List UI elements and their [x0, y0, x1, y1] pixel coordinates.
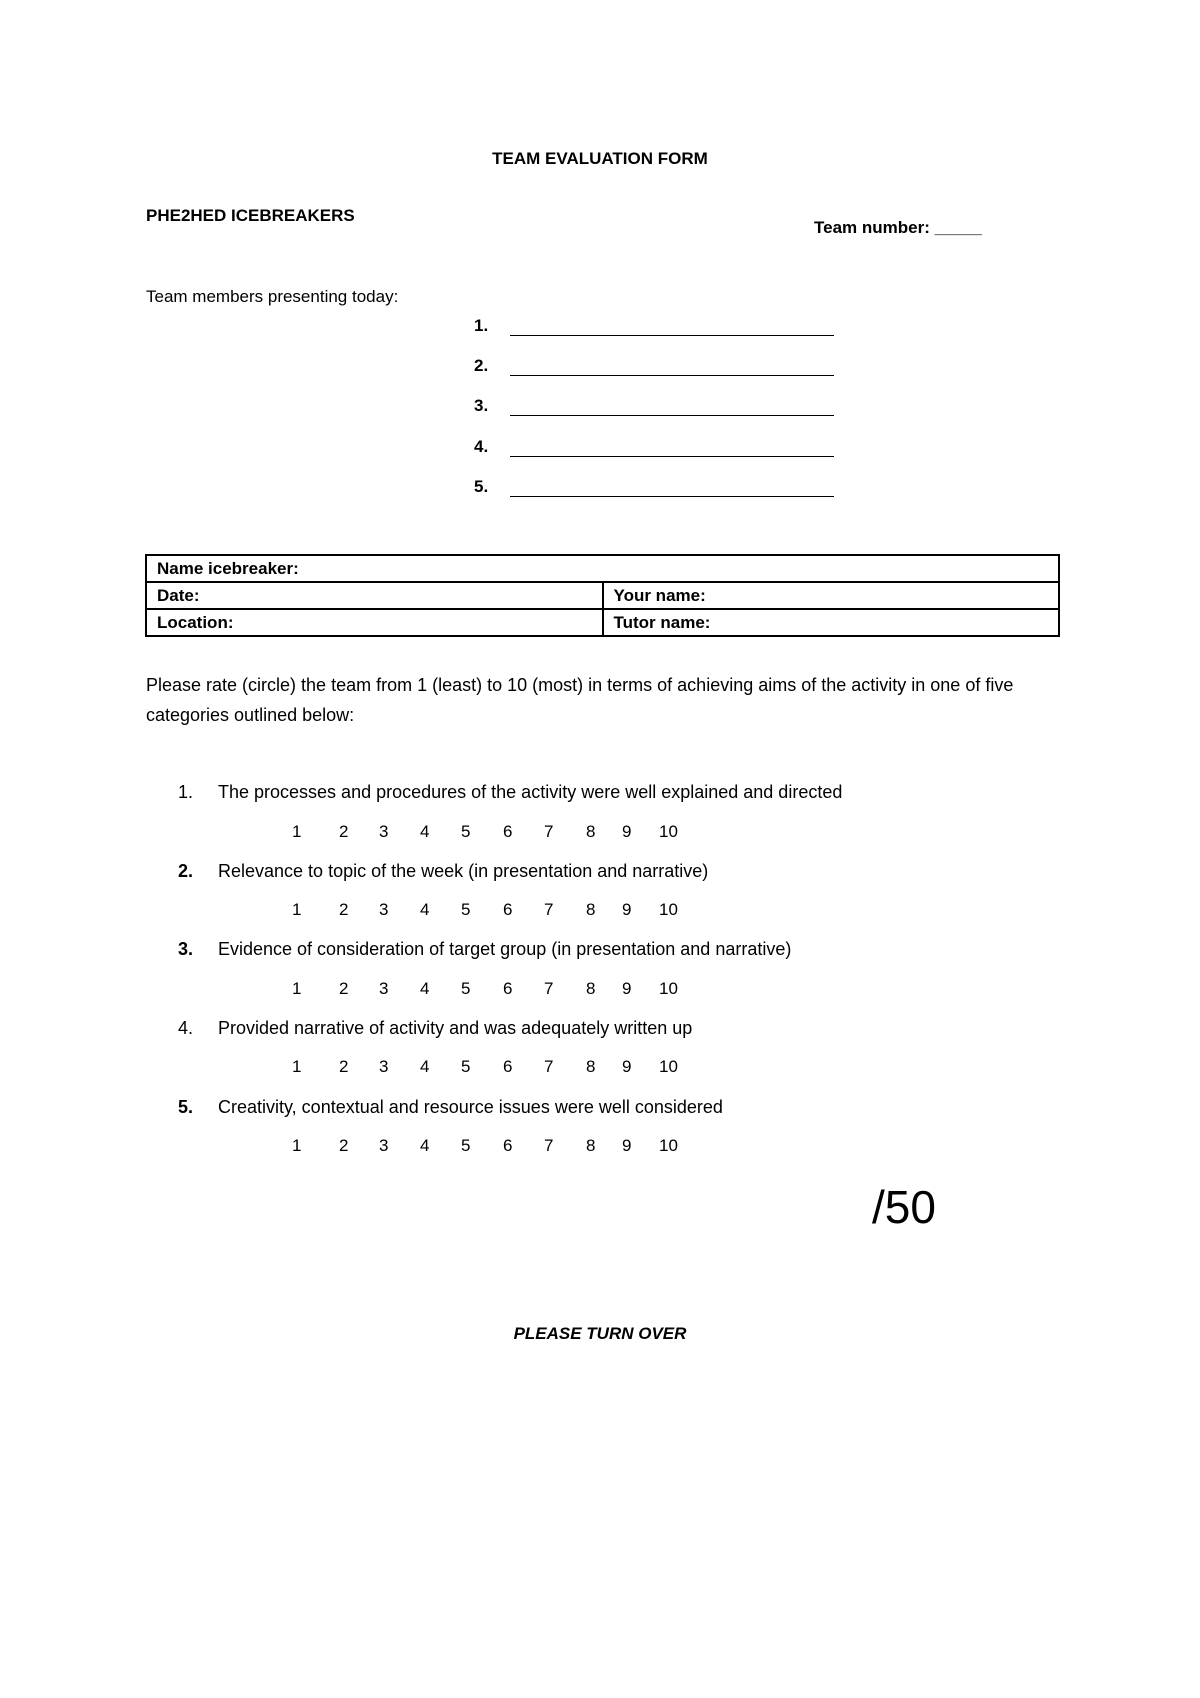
rating-option[interactable]: 10 [659, 1136, 678, 1155]
rating-option[interactable]: 5 [461, 900, 471, 919]
rating-option[interactable]: 4 [420, 822, 430, 841]
rating-option[interactable]: 4 [420, 1136, 430, 1155]
member-number: 2. [474, 356, 489, 375]
question-number: 1. [178, 782, 194, 802]
question-number: 4. [178, 1018, 194, 1038]
turn-over-note: PLEASE TURN OVER [513, 1324, 687, 1343]
rating-option[interactable]: 1 [292, 1057, 302, 1076]
rating-option[interactable]: 3 [379, 900, 389, 919]
member-blank[interactable] [510, 478, 834, 497]
rating-option[interactable]: 2 [339, 1136, 349, 1155]
rating-option[interactable]: 10 [659, 979, 678, 998]
question-2 [178, 861, 708, 882]
question-3 [178, 939, 791, 960]
rating-option[interactable]: 8 [586, 979, 596, 998]
rating-option[interactable]: 3 [379, 822, 389, 841]
instructions: Please rate (circle) the team from 1 (least) to 10 (most) in terms of achieving aims of the activity in one of five categories outlined below: [146, 675, 1014, 725]
name-icebreaker-cell[interactable]: Name icebreaker: [146, 555, 1059, 582]
rating-option[interactable]: 2 [339, 822, 349, 841]
rating-option[interactable]: 3 [379, 1136, 389, 1155]
rating-scale-4 [292, 1057, 678, 1077]
rating-option[interactable]: 8 [586, 822, 596, 841]
question-number: 5. [178, 1097, 194, 1117]
member-blank[interactable] [510, 357, 834, 376]
rating-option[interactable]: 10 [659, 822, 678, 841]
rating-option[interactable]: 8 [586, 900, 596, 919]
rating-option[interactable]: 9 [622, 900, 632, 919]
rating-option[interactable]: 6 [503, 1057, 513, 1076]
rating-option[interactable]: 6 [503, 900, 513, 919]
member-blank[interactable] [510, 317, 834, 336]
rating-option[interactable]: 6 [503, 979, 513, 998]
tutor-name-cell[interactable]: Tutor name: [603, 609, 1060, 636]
member-line-4[interactable] [474, 437, 834, 457]
rating-option[interactable]: 8 [586, 1136, 596, 1155]
rating-option[interactable]: 9 [622, 822, 632, 841]
rating-option[interactable]: 7 [544, 1057, 554, 1076]
info-table [145, 554, 1060, 637]
rating-option[interactable]: 5 [461, 979, 471, 998]
rating-option[interactable]: 4 [420, 1057, 430, 1076]
team-number-field[interactable]: Team number: _____ [814, 218, 982, 237]
rating-option[interactable]: 5 [461, 822, 471, 841]
rating-option[interactable]: 2 [339, 979, 349, 998]
rating-option[interactable]: 1 [292, 900, 302, 919]
rating-option[interactable]: 1 [292, 1136, 302, 1155]
total-score: /50 [872, 1181, 936, 1233]
rating-option[interactable]: 3 [379, 1057, 389, 1076]
location-cell[interactable]: Location: [146, 609, 603, 636]
rating-option[interactable]: 2 [339, 900, 349, 919]
rating-option[interactable]: 2 [339, 1057, 349, 1076]
rating-option[interactable]: 4 [420, 900, 430, 919]
rating-option[interactable]: 5 [461, 1057, 471, 1076]
rating-option[interactable]: 1 [292, 979, 302, 998]
rating-option[interactable]: 1 [292, 822, 302, 841]
rating-option[interactable]: 8 [586, 1057, 596, 1076]
member-blank[interactable] [510, 397, 834, 416]
rating-option[interactable]: 4 [420, 979, 430, 998]
members-label: Team members presenting today: [146, 287, 399, 306]
rating-option[interactable]: 7 [544, 1136, 554, 1155]
rating-option[interactable]: 6 [503, 1136, 513, 1155]
member-blank[interactable] [510, 438, 834, 457]
rating-option[interactable]: 10 [659, 900, 678, 919]
member-line-3[interactable] [474, 396, 834, 416]
rating-option[interactable]: 9 [622, 979, 632, 998]
rating-option[interactable]: 7 [544, 979, 554, 998]
your-name-cell[interactable]: Your name: [603, 582, 1060, 609]
rating-option[interactable]: 5 [461, 1136, 471, 1155]
member-line-5[interactable] [474, 477, 834, 497]
rating-scale-2 [292, 900, 678, 920]
question-text: Creativity, contextual and resource issues were well considered [218, 1097, 723, 1117]
member-line-1[interactable] [474, 316, 834, 336]
question-number: 2. [178, 861, 194, 881]
member-line-2[interactable] [474, 356, 834, 376]
member-number: 4. [474, 437, 489, 456]
question-text: The processes and procedures of the activity were well explained and directed [218, 782, 843, 802]
course-name: PHE2HED ICEBREAKERS [146, 206, 355, 225]
question-1 [178, 782, 842, 803]
member-number: 5. [474, 477, 489, 496]
rating-option[interactable]: 7 [544, 822, 554, 841]
rating-scale-1 [292, 822, 678, 842]
question-4 [178, 1018, 692, 1039]
rating-option[interactable]: 10 [659, 1057, 678, 1076]
question-text: Evidence of consideration of target group (in presentation and narrative) [218, 939, 792, 959]
question-text: Provided narrative of activity and was adequately written up [218, 1018, 693, 1038]
question-number: 3. [178, 939, 194, 959]
rating-option[interactable]: 7 [544, 900, 554, 919]
rating-option[interactable]: 9 [622, 1136, 632, 1155]
rating-option[interactable]: 9 [622, 1057, 632, 1076]
member-number: 3. [474, 396, 489, 415]
question-text: Relevance to topic of the week (in presentation and narrative) [218, 861, 709, 881]
date-cell[interactable]: Date: [146, 582, 603, 609]
question-5 [178, 1097, 723, 1118]
rating-scale-5 [292, 1136, 678, 1156]
rating-option[interactable]: 3 [379, 979, 389, 998]
rating-scale-3 [292, 979, 678, 999]
rating-option[interactable]: 6 [503, 822, 513, 841]
form-title: TEAM EVALUATION FORM [492, 149, 708, 168]
member-number: 1. [474, 316, 489, 335]
